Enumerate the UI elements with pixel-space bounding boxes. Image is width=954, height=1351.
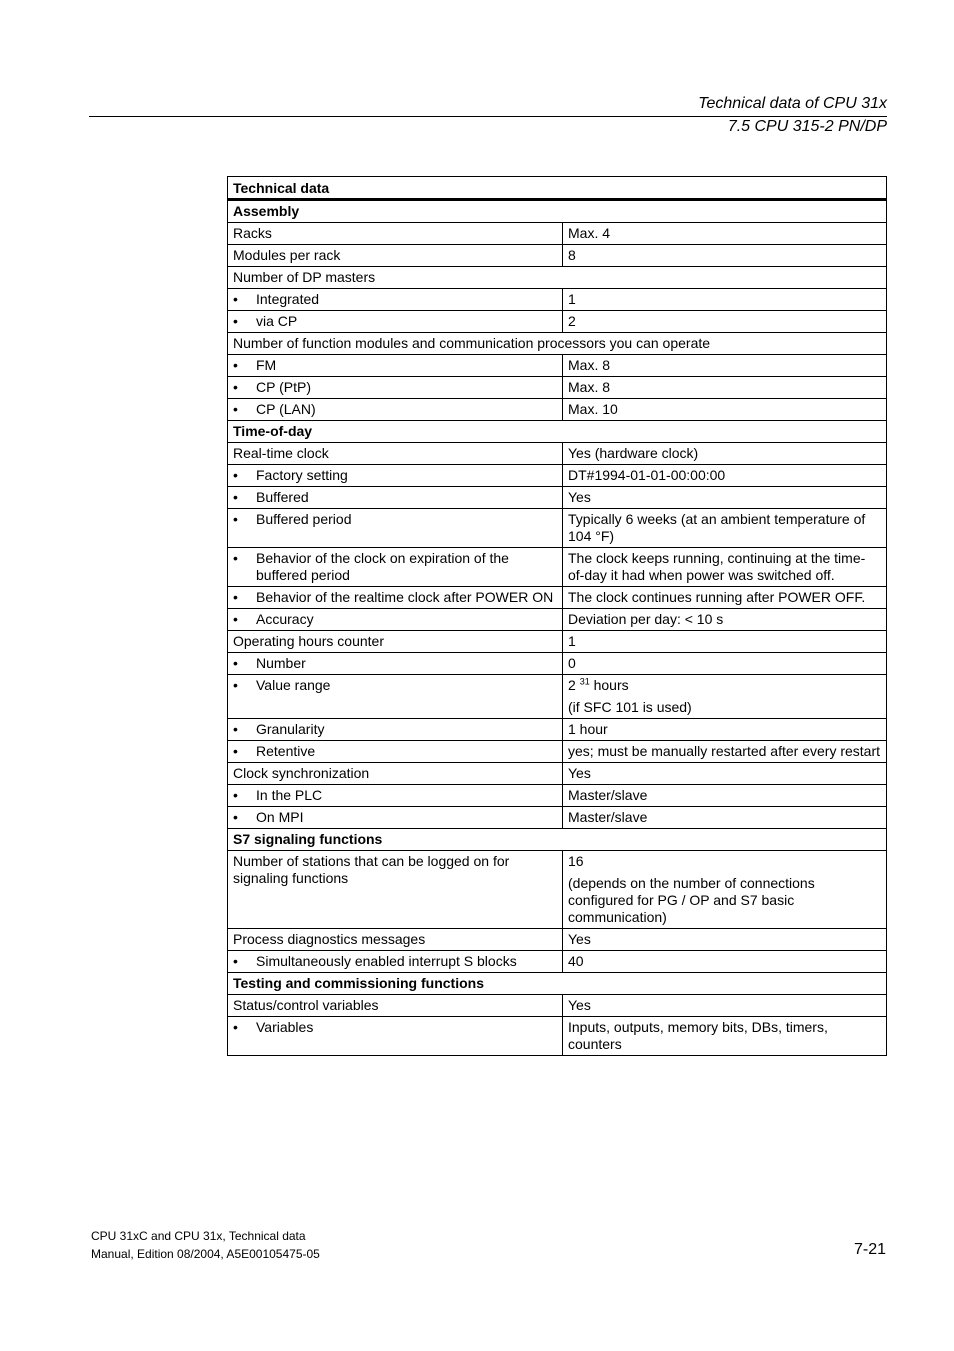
bullet-icon: •: [233, 313, 238, 329]
row-value: Yes: [563, 487, 887, 509]
table-row: [228, 223, 887, 245]
table-row: [228, 443, 887, 465]
table-row: [228, 289, 887, 311]
row-label: In the PLC: [256, 787, 323, 803]
bullet-icon: •: [233, 379, 238, 395]
row-value: 40: [563, 951, 887, 973]
table-row: [228, 995, 887, 1017]
row-label: Operating hours counter: [228, 631, 563, 653]
row-value: [563, 675, 887, 719]
bullet-icon: •: [233, 550, 238, 566]
table-row: [228, 311, 887, 333]
footer-edition: Manual, Edition 08/2004, A5E00105475-05: [91, 1247, 320, 1261]
table-row: [228, 675, 887, 719]
table-row: [228, 333, 887, 355]
range-unit: hours: [589, 677, 629, 693]
bullet-icon: •: [233, 1019, 238, 1035]
stations-note: (depends on the number of connections configured for PG / OP and S7 basic communication): [568, 875, 815, 925]
row-label: Modules per rack: [228, 245, 563, 267]
bullet-icon: •: [233, 809, 238, 825]
table-row: [228, 631, 887, 653]
bullet-icon: •: [233, 677, 238, 693]
row-value: Yes: [563, 995, 887, 1017]
row-label: Number of stations that can be logged on for signaling functions: [228, 851, 563, 929]
bullet-icon: •: [233, 291, 238, 307]
table-row: [228, 653, 887, 675]
range-base: 2: [568, 677, 576, 693]
row-value: The clock continues running after POWER OFF.: [563, 587, 887, 609]
row-label: Process diagnostics messages: [228, 929, 563, 951]
row-label: via CP: [256, 313, 298, 329]
row-value: Yes (hardware clock): [563, 443, 887, 465]
table-row: [228, 763, 887, 785]
technical-data-table: [227, 176, 887, 1056]
row-value: Deviation per day: < 10 s: [563, 609, 887, 631]
row-label: Variables: [256, 1019, 314, 1035]
row-label: Real-time clock: [228, 443, 563, 465]
section-heading-testing: Testing and commissioning functions: [228, 973, 887, 995]
row-label: Retentive: [256, 743, 316, 759]
row-label: Number of DP masters: [228, 267, 887, 289]
row-label: Racks: [228, 223, 563, 245]
row-value: [563, 851, 887, 929]
row-label: Integrated: [256, 291, 320, 307]
table-row: [228, 741, 887, 763]
bullet-icon: •: [233, 511, 238, 527]
row-label: Clock synchronization: [228, 763, 563, 785]
table-row: [228, 785, 887, 807]
row-value: Inputs, outputs, memory bits, DBs, timers, counters: [563, 1017, 887, 1056]
row-value: Max. 8: [563, 377, 887, 399]
table-row: [228, 377, 887, 399]
row-label: Behavior of the realtime clock after POWER ON: [256, 589, 554, 605]
row-value: Yes: [563, 929, 887, 951]
row-label: CP (PtP): [256, 379, 311, 395]
section-heading-time-of-day: Time-of-day: [228, 421, 887, 443]
row-value: yes; must be manually restarted after every restart: [563, 741, 887, 763]
table-title: Technical data: [228, 177, 887, 200]
bullet-icon: •: [233, 787, 238, 803]
row-label: Status/control variables: [228, 995, 563, 1017]
footer-title: CPU 31xC and CPU 31x, Technical data: [91, 1229, 306, 1243]
bullet-icon: •: [233, 467, 238, 483]
running-header-section: 7.5 CPU 315-2 PN/DP: [727, 118, 887, 135]
footer-manual-info: [91, 1227, 320, 1263]
bullet-icon: •: [233, 357, 238, 373]
table-row: [228, 355, 887, 377]
row-label: Number of function modules and communication processors you can operate: [228, 333, 887, 355]
table-row: [228, 587, 887, 609]
row-value: DT#1994-01-01-00:00:00: [563, 465, 887, 487]
section-heading-signaling: S7 signaling functions: [228, 829, 887, 851]
row-value: Master/slave: [563, 807, 887, 829]
row-value: 1 hour: [563, 719, 887, 741]
table-row: [228, 807, 887, 829]
bullet-icon: •: [233, 743, 238, 759]
bullet-icon: •: [233, 401, 238, 417]
row-value: Max. 10: [563, 399, 887, 421]
row-value: Master/slave: [563, 785, 887, 807]
row-label: FM: [256, 357, 277, 373]
table-row: [228, 465, 887, 487]
row-label: Buffered period: [256, 511, 352, 527]
running-header-chapter: Technical data of CPU 31x: [698, 95, 887, 112]
bullet-icon: •: [233, 721, 238, 737]
row-label: Value range: [256, 677, 331, 693]
table-row: [228, 487, 887, 509]
stations-value: 16: [568, 853, 584, 869]
section-heading-assembly: Assembly: [228, 200, 887, 223]
row-label: On MPI: [256, 809, 304, 825]
bullet-icon: •: [233, 489, 238, 505]
bullet-icon: •: [233, 611, 238, 627]
row-value: 1: [563, 631, 887, 653]
row-value: 0: [563, 653, 887, 675]
row-label: Factory setting: [256, 467, 348, 483]
row-value: 1: [563, 289, 887, 311]
table-row: [228, 929, 887, 951]
row-value: Max. 4: [563, 223, 887, 245]
table-row: [228, 719, 887, 741]
bullet-icon: •: [233, 589, 238, 605]
table-row: [228, 245, 887, 267]
range-exponent: 31: [579, 676, 590, 687]
row-label: Number: [256, 655, 306, 671]
table-row: [228, 399, 887, 421]
table-row: [228, 548, 887, 587]
row-label: Buffered: [256, 489, 309, 505]
row-label: Accuracy: [256, 611, 314, 627]
table-row: [228, 1017, 887, 1056]
row-value: 8: [563, 245, 887, 267]
row-label: Granularity: [256, 721, 325, 737]
table-row: [228, 509, 887, 548]
table-row: [228, 951, 887, 973]
row-label: Behavior of the clock on expiration of the buffered period: [256, 550, 509, 583]
bullet-icon: •: [233, 655, 238, 671]
bullet-icon: •: [233, 953, 238, 969]
row-value: The clock keeps running, continuing at the time-of-day it had when power was switched off.: [563, 548, 887, 587]
page-number: 7-21: [853, 1241, 886, 1258]
row-value: Yes: [563, 763, 887, 785]
row-label: CP (LAN): [256, 401, 316, 417]
range-note: (if SFC 101 is used): [568, 699, 692, 715]
row-value: 2: [563, 311, 887, 333]
row-label: Simultaneously enabled interrupt S blocks: [256, 953, 517, 969]
table-row: [228, 267, 887, 289]
row-value: Typically 6 weeks (at an ambient temperature of 104 °F): [563, 509, 887, 548]
row-value: Max. 8: [563, 355, 887, 377]
table-row: [228, 851, 887, 929]
table-row: [228, 609, 887, 631]
